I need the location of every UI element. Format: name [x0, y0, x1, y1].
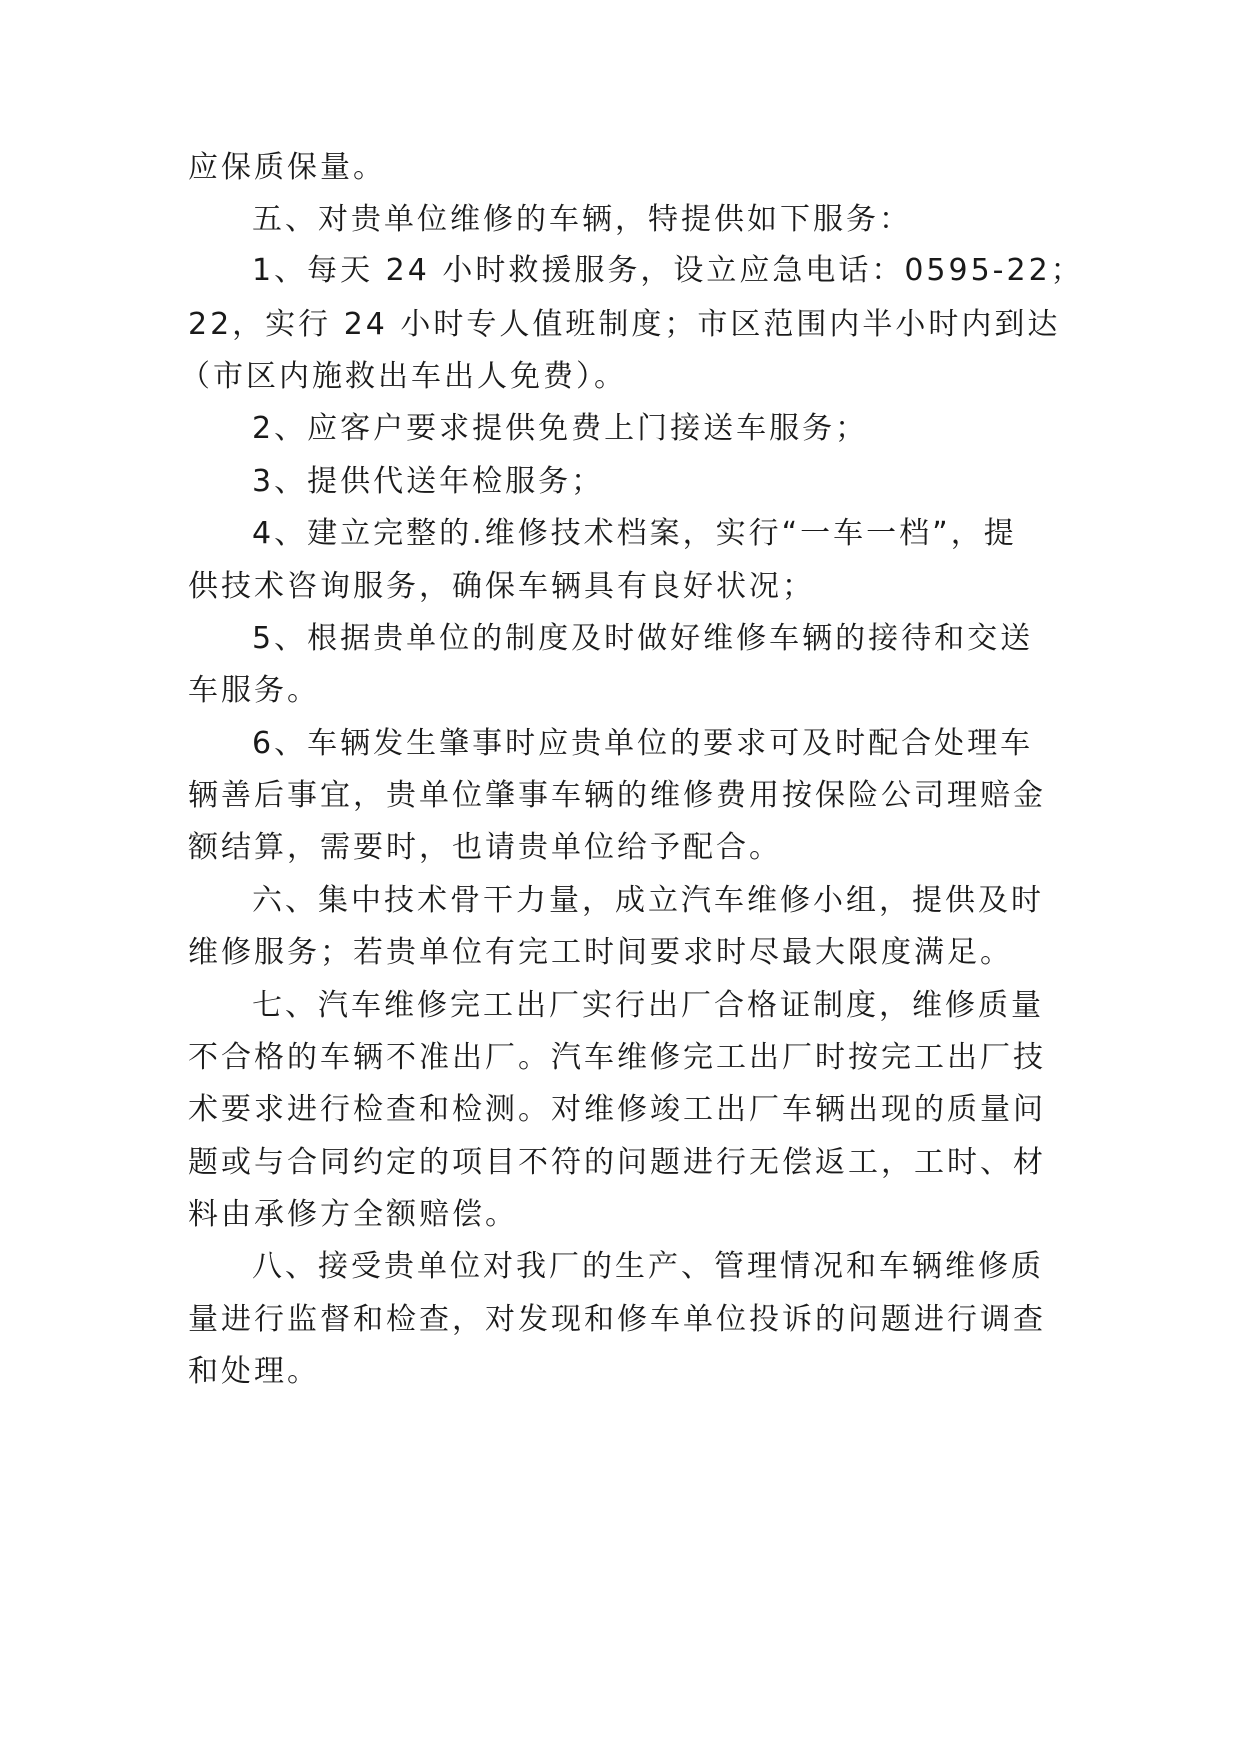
text-line: 量进行监督和检查，对发现和修车单位投诉的问题进行调查: [188, 1302, 1046, 1337]
text-line: 不合格的车辆不准出厂。汽车维修完工出厂时按完工出厂技: [188, 1040, 1046, 1075]
text-line: 3、提供代送年检服务；: [252, 464, 605, 499]
text-line: 术要求进行检查和检测。对维修竣工出厂车辆出现的质量问: [188, 1092, 1046, 1127]
text-line: 22，实行 24 小时专人值班制度；市区范围内半小时内到达: [188, 307, 1061, 342]
text-line: 供技术咨询服务，确保车辆具有良好状况；: [188, 569, 815, 604]
text-line: 1、每天 24 小时救援服务，设立应急电话：0595-22；: [252, 253, 1084, 288]
text-line: 七、汽车维修完工出厂实行出厂合格证制度，维修质量: [252, 988, 1044, 1023]
text-line: 4、建立完整的.维修技术档案，实行“一车一档”，提: [252, 516, 1017, 551]
text-line: 应保质保量。: [188, 150, 386, 185]
text-line: 题或与合同约定的项目不符的问题进行无偿返工，工时、材: [188, 1145, 1046, 1180]
text-line: （市区内施救出车出人免费）。: [180, 359, 627, 394]
text-line: 辆善后事宜，贵单位肇事车辆的维修费用按保险公司理赔金: [188, 778, 1046, 813]
text-line: 5、根据贵单位的制度及时做好维修车辆的接待和交送: [252, 621, 1034, 656]
text-line: 六、集中技术骨干力量，成立汽车维修小组，提供及时: [252, 883, 1044, 918]
text-line: 6、车辆发生肇事时应贵单位的要求可及时配合处理车: [252, 726, 1034, 761]
text-line: 料由承修方全额赔偿。: [188, 1197, 518, 1232]
text-line: 五、对贵单位维修的车辆，特提供如下服务：: [252, 202, 912, 237]
text-line: 八、接受贵单位对我厂的生产、管理情况和车辆维修质: [252, 1249, 1044, 1284]
text-line: 车服务。: [188, 673, 320, 708]
text-line: 维修服务；若贵单位有完工时间要求时尽最大限度满足。: [188, 935, 1013, 970]
text-line: 2、应客户要求提供免费上门接送车服务；: [252, 411, 869, 446]
text-line: 和处理。: [188, 1354, 320, 1389]
text-line: 额结算，需要时，也请贵单位给予配合。: [188, 830, 782, 865]
